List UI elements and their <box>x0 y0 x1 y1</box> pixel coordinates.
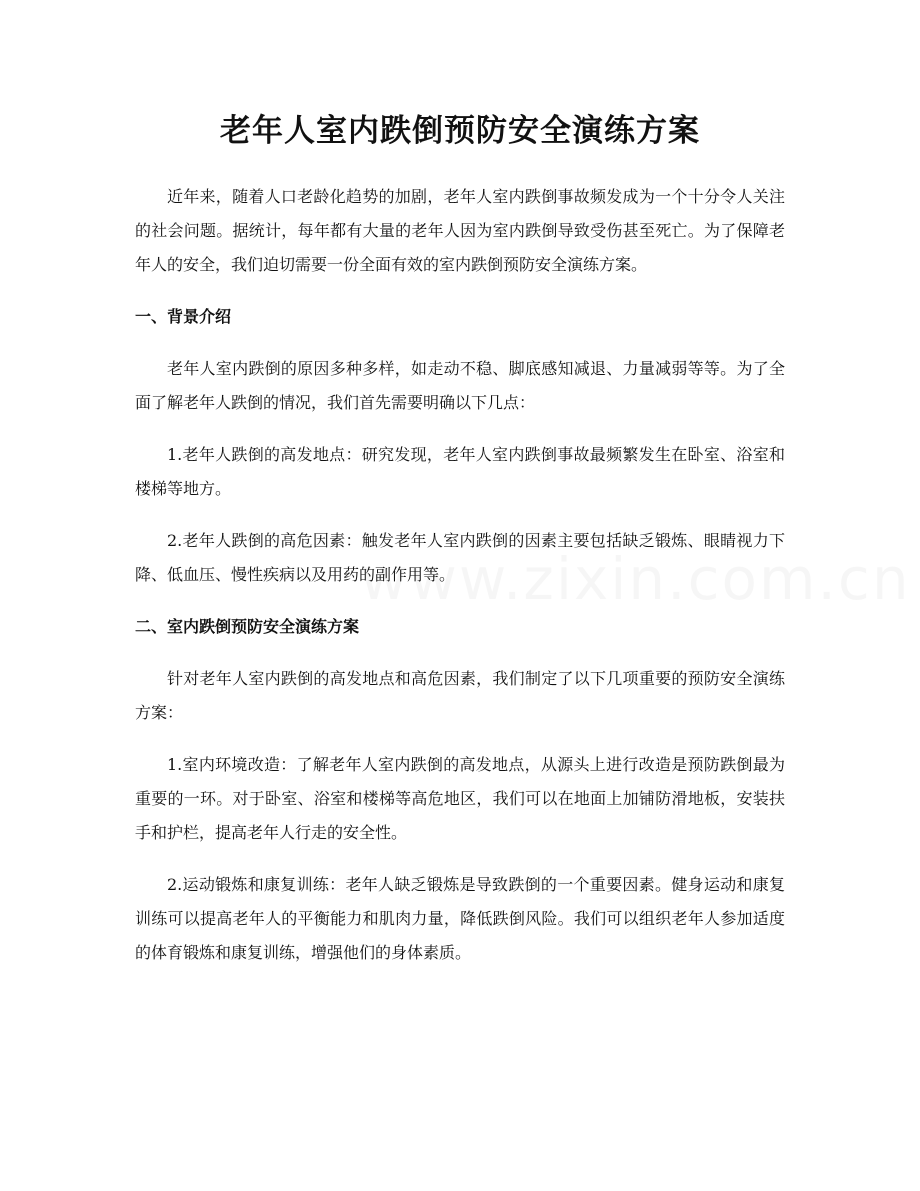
section-heading: 二、室内跌倒预防安全演练方案 <box>135 617 360 636</box>
document-title: 老年人室内跌倒预防安全演练方案 <box>220 113 700 149</box>
document-body <box>135 180 785 970</box>
list-item: 1.老年人跌倒的高发地点：研究发现，老年人室内跌倒事故最频繁发生在卧室、浴室和楼梯等地方。 <box>135 445 785 498</box>
paragraph: 针对老年人室内跌倒的高发地点和高危因素，我们制定了以下几项重要的预防安全演练方案： <box>135 669 785 722</box>
intro-paragraph: 近年来，随着人口老龄化趋势的加剧，老年人室内跌倒事故频发成为一个十分令人关注的社会问题。据统计，每年都有大量的老年人因为室内跌倒导致受伤甚至死亡。为了保障老年人的安全，我们迫切需要一份全面有效的室内跌倒预防安全演练方案。 <box>135 187 785 274</box>
section-heading: 一、背景介绍 <box>135 307 232 326</box>
paragraph: 老年人室内跌倒的原因多种多样，如走动不稳、脚底感知减退、力量减弱等等。为了全面了解老年人跌倒的情况，我们首先需要明确以下几点： <box>135 359 785 412</box>
section-background <box>135 300 785 592</box>
list-item: 1.室内环境改造：了解老年人室内跌倒的高发地点，从源头上进行改造是预防跌倒最为重要的一环。对于卧室、浴室和楼梯等高危地区，我们可以在地面上加铺防滑地板，安装扶手和护栏，提高老年人行走的安全性。 <box>135 755 785 842</box>
list-item: 2.老年人跌倒的高危因素：触发老年人室内跌倒的因素主要包括缺乏锻炼、眼睛视力下降、低血压、慢性疾病以及用药的副作用等。 <box>135 531 785 584</box>
section-plan <box>135 610 785 970</box>
list-item: 2.运动锻炼和康复训练：老年人缺乏锻炼是导致跌倒的一个重要因素。健身运动和康复训练可以提高老年人的平衡能力和肌肉力量，降低跌倒风险。我们可以组织老年人参加适度的体育锻炼和康复训练，增强他们的身体素质。 <box>135 875 785 962</box>
